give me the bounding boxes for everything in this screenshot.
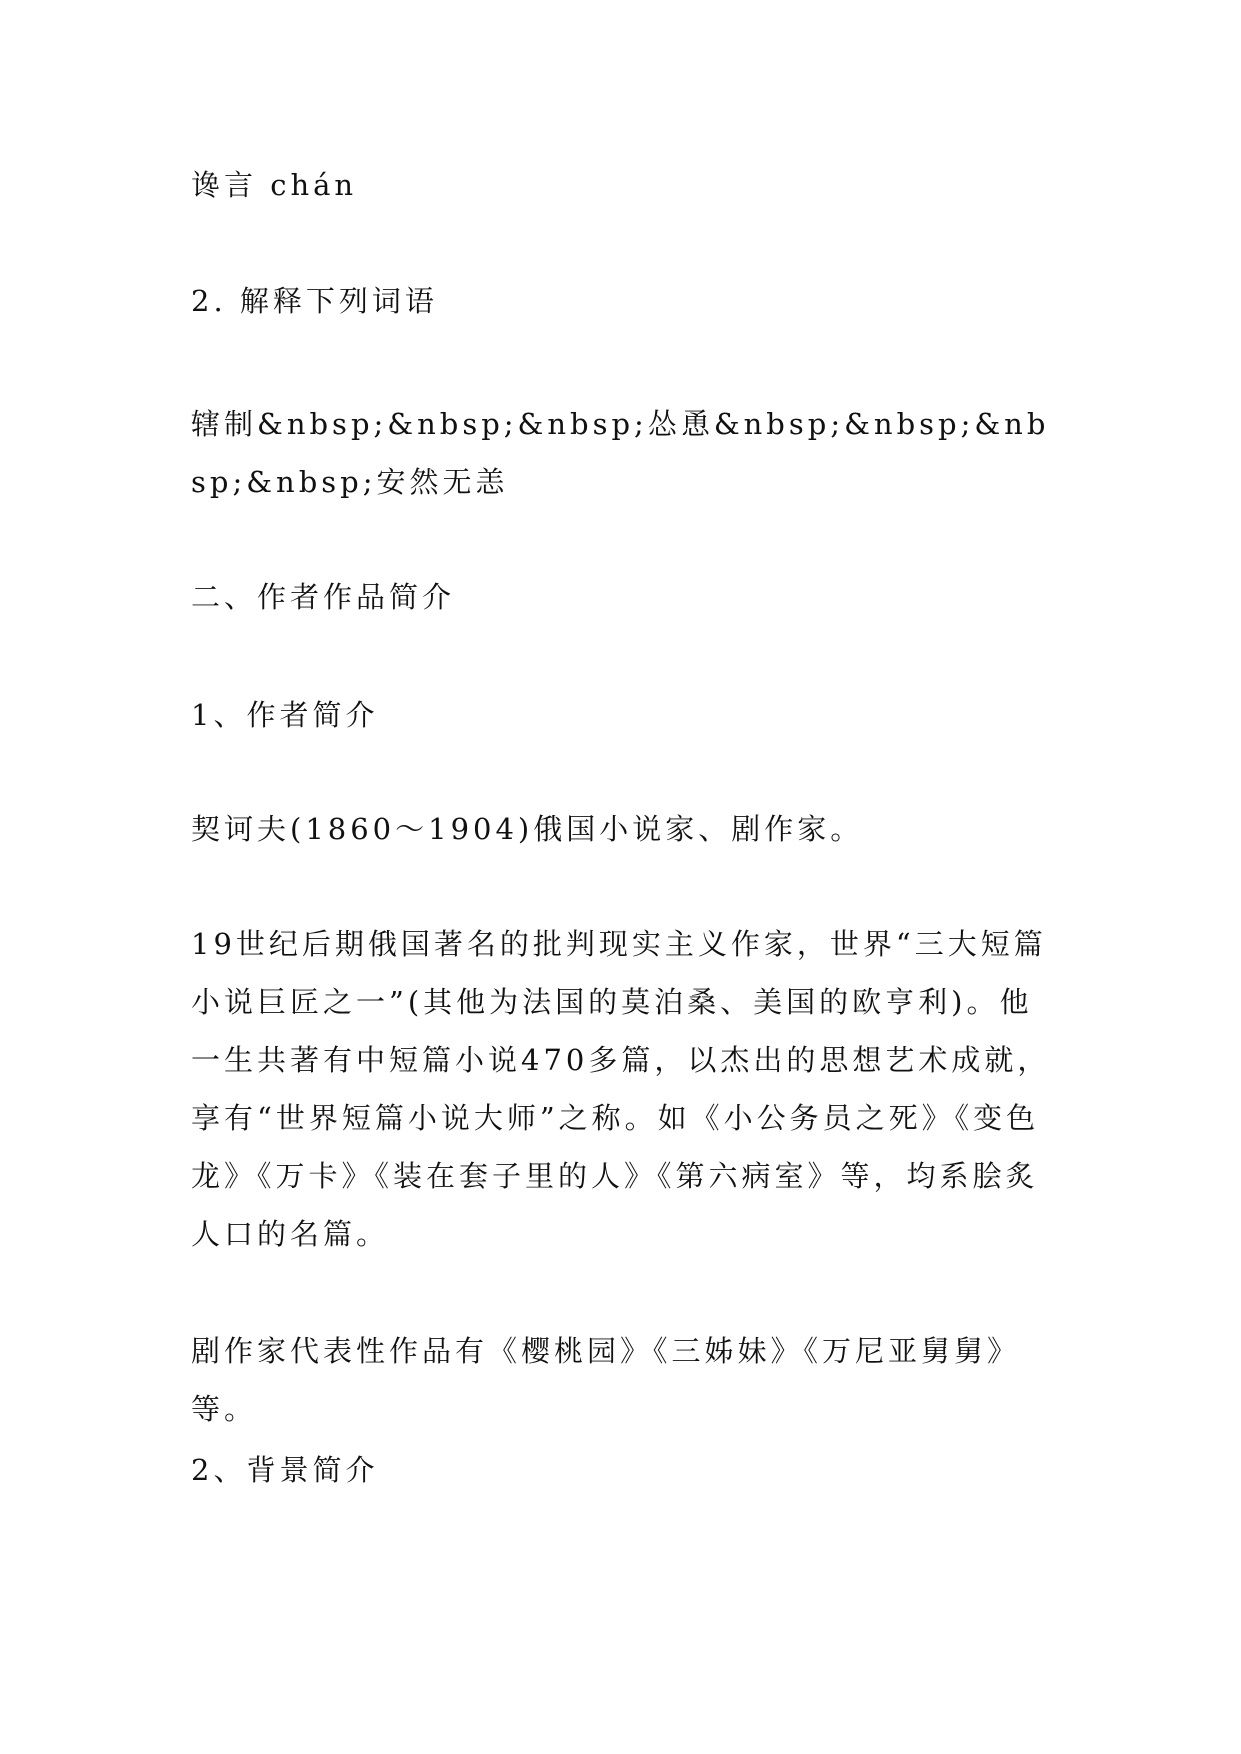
subheading-author: 1、作者简介 (191, 698, 379, 732)
subheading-background: 2、背景简介 (191, 1453, 379, 1487)
author-intro: 契诃夫(1860～1904)俄国小说家、剧作家。 (191, 812, 864, 846)
plays-list: 剧作家代表性作品有《樱桃园》《三姊妹》《万尼亚舅舅》等。 (191, 1334, 1021, 1426)
pinyin-line: 谗言 chán (191, 168, 358, 202)
section-heading-vocabulary: 2. 解释下列词语 (191, 284, 438, 318)
author-description: 19世纪后期俄国著名的批判现实主义作家，世界“三大短篇小说巨匠之一”(其他为法国的莫泊桑、美国的欧亨利)。他一生共著有中短篇小说470多篇，以杰出的思想艺术成就，享有“世界短篇小说大师”之称。如《小公务员之死》《变色龙》《万卡》《装在套子里的人》《第六病室》等，均系脍炙人口的名篇。 (191, 927, 1051, 1251)
vocabulary-list: 辖制&nbsp;&nbsp;&nbsp;怂恿&nbsp;&nbsp;&nbsp;&nbsp;安然无恙 (191, 407, 1050, 499)
section-heading-author-works: 二、作者作品简介 (191, 580, 456, 614)
